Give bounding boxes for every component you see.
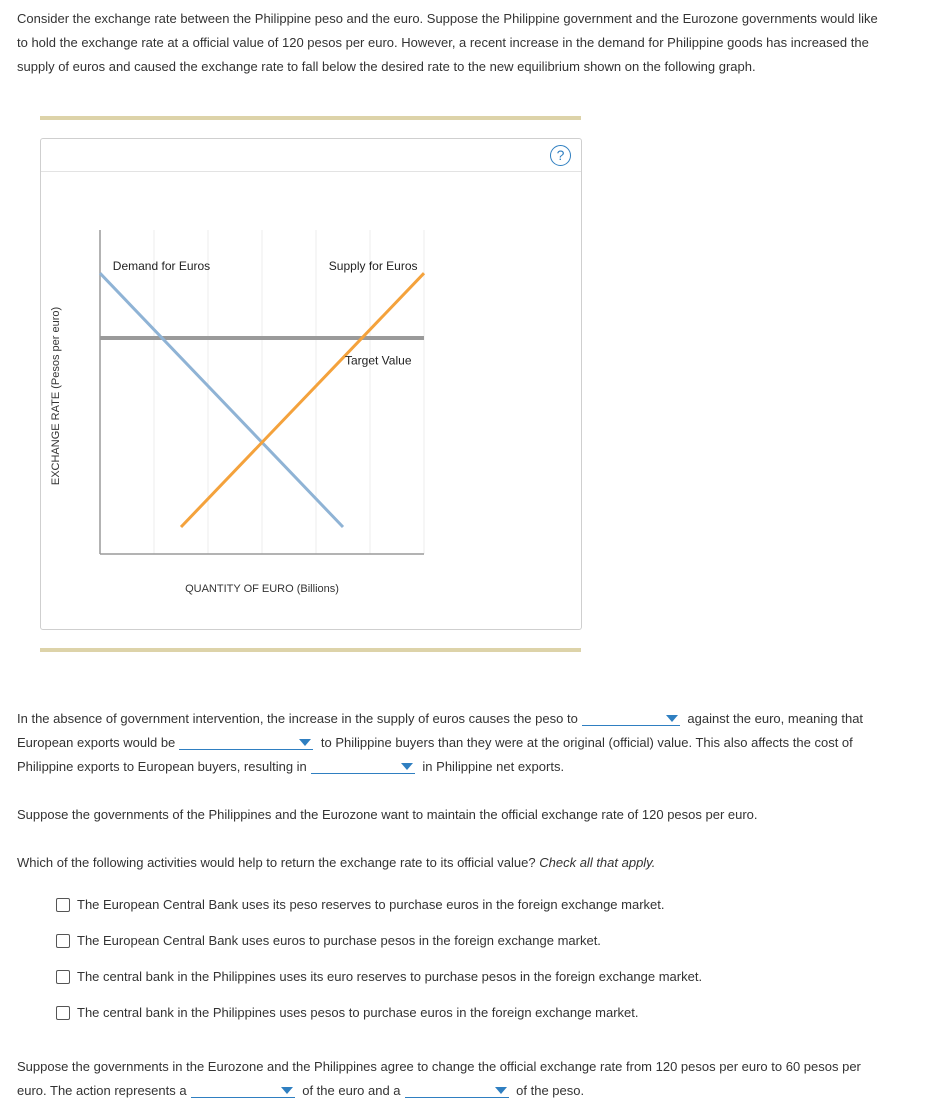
y-axis-label: EXCHANGE RATE (Pesos per euro) <box>50 306 62 486</box>
q2-text: Suppose the governments of the Philippines and the Eurozone want to maintain the official exchange rate of 120 pesos per euro. <box>17 807 758 822</box>
euro-value-change-dropdown[interactable] <box>191 1081 295 1098</box>
chevron-down-icon <box>495 1087 507 1094</box>
supply-label: Supply for Euros <box>328 259 418 273</box>
q1-text-4: to Philippine buyers than they were at the original (official) value. This also affects the cost of <box>320 735 853 750</box>
graph-bottom-rule <box>40 648 581 652</box>
help-icon[interactable]: ? <box>550 145 571 166</box>
q1-text-1: In the absence of government intervention, the increase in the supply of euros causes the peso to <box>17 711 578 726</box>
option-4-label: The central bank in the Philippines uses pesos to purchase euros in the foreign exchange market. <box>77 1005 639 1020</box>
checkbox-option-3[interactable] <box>56 970 70 984</box>
q1-line-2 <box>17 731 917 755</box>
q1-line-3 <box>17 755 917 779</box>
q1-line-1 <box>17 707 917 731</box>
q4-line-1: Suppose the governments in the Eurozone and the Philippines agree to change the official exchange rate from 120 pesos per euro to 60 pesos per <box>17 1059 861 1074</box>
q3-prompt: Which of the following activities would help to return the exchange rate to its official value? <box>17 855 536 870</box>
chevron-down-icon <box>281 1087 293 1094</box>
peso-value-change-dropdown[interactable] <box>405 1081 509 1098</box>
chevron-down-icon <box>401 763 413 770</box>
q1-text-6: in Philippine net exports. <box>422 759 565 774</box>
question-4 <box>17 1055 917 1103</box>
question-2 <box>17 803 917 827</box>
target-value-label: Target Value <box>345 353 412 368</box>
question-1 <box>17 707 917 779</box>
x-axis-label: QUANTITY OF EURO (Billions) <box>185 583 339 595</box>
chevron-down-icon <box>299 739 311 746</box>
q4-text-2: euro. The action represents a <box>17 1083 187 1098</box>
option-3-label: The central bank in the Philippines uses its euro reserves to purchase pesos in the foreign exchange market. <box>77 969 703 984</box>
question-3 <box>17 851 917 875</box>
chevron-down-icon <box>666 715 678 722</box>
q4-text-4: of the peso. <box>516 1083 585 1098</box>
q1-text-2: against the euro, meaning that <box>687 711 864 726</box>
q4-line-2 <box>17 1079 917 1103</box>
checkbox-option-1[interactable] <box>56 898 70 912</box>
demand-curve <box>100 273 343 527</box>
intro-line-1: Consider the exchange rate between the Philippine peso and the euro. Suppose the Philippine government and the Eurozone governments would like <box>17 11 878 26</box>
checkbox-option-2[interactable] <box>56 934 70 948</box>
intro-line-2: to hold the exchange rate at a official value of 120 pesos per euro. However, a recent increase in the demand for Philippine goods has increased the <box>17 35 869 50</box>
checkbox-option-4[interactable] <box>56 1006 70 1020</box>
option-2-label: The European Central Bank uses euros to purchase pesos in the foreign exchange market. <box>77 933 601 948</box>
intro-line-3: supply of euros and caused the exchange rate to fall below the desired rate to the new equilibrium shown on the following graph. <box>17 59 756 74</box>
q3-instruction: Check all that apply. <box>539 855 656 870</box>
option-1-label: The European Central Bank uses its peso reserves to purchase euros in the foreign exchange market. <box>77 897 665 912</box>
supply-curve <box>181 273 424 527</box>
q1-text-5: Philippine exports to European buyers, resulting in <box>17 759 307 774</box>
european-exports-cost-dropdown[interactable] <box>179 733 313 750</box>
q4-text-3: of the euro and a <box>302 1083 401 1098</box>
demand-label: Demand for Euros <box>112 259 211 273</box>
net-exports-change-dropdown[interactable] <box>311 757 415 774</box>
q1-text-3: European exports would be <box>17 735 176 750</box>
peso-direction-dropdown[interactable] <box>582 709 680 726</box>
